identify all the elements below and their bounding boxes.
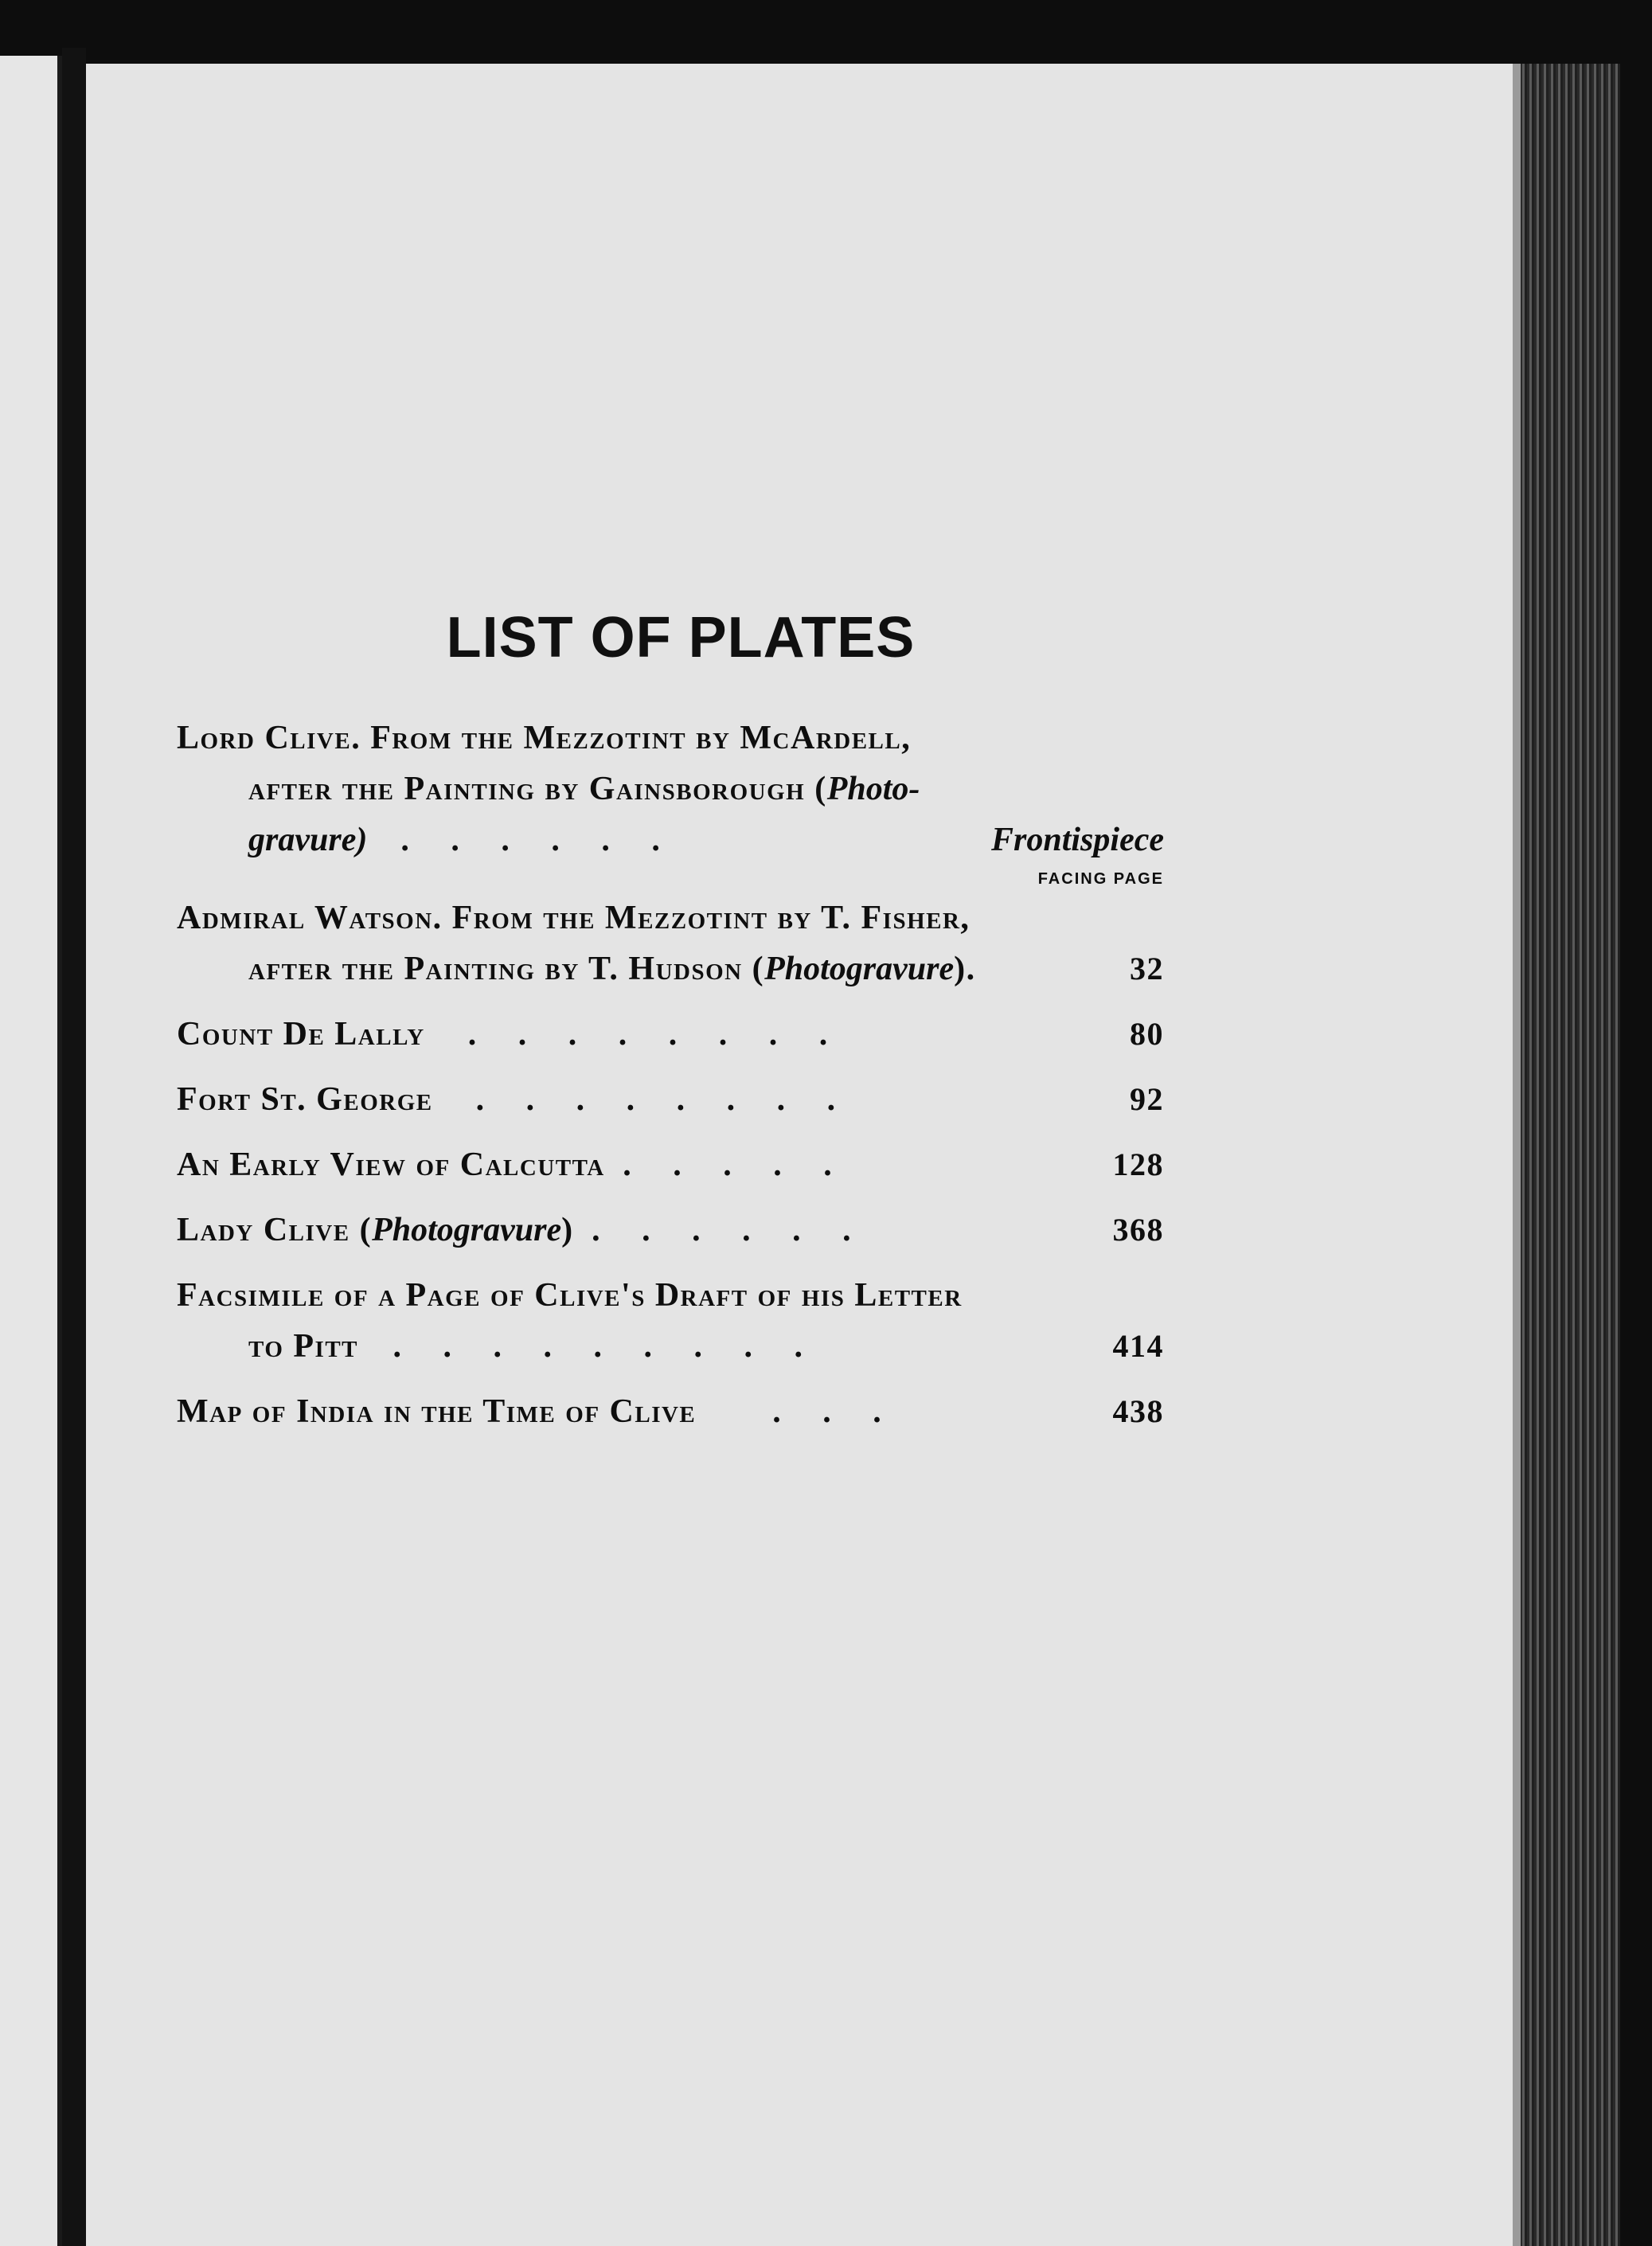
leader-dots: . . . . . . [375,822,660,858]
leader-dots: . . . . . . . . . [368,1328,803,1365]
entry-text-part: after the Painting by Gainsborough (Photo- [248,771,920,807]
list-item-continuation [177,814,1164,865]
list-item [177,1009,1164,1060]
entry-text: Fort St. George [177,1081,433,1118]
leader-dots: . . . . . [614,1146,832,1183]
list-item [177,893,1164,943]
page-title: LIST OF PLATES [446,606,916,670]
entry-text: Map of India in the Time of Clive [177,1393,697,1430]
page-number: 32 [1130,951,1164,986]
entry-text: gravure) [248,822,368,858]
page-number: 92 [1130,1081,1164,1117]
entry-text: Facsimile of a Page of Clive's Draft of his Letter [177,1277,963,1314]
page-stack-edges [1513,64,1620,2246]
list-item [177,713,1164,764]
page-number: 438 [1112,1393,1164,1429]
list-item-continuation [177,764,1164,814]
entry-text: after the Painting by T. Hudson (Photogravure). [248,951,976,987]
plates-list [177,713,1164,1437]
entry-text: Admiral Watson. From the Mezzotint by T. Fisher, [177,900,971,936]
book-gutter [62,48,86,2246]
facing-page-header: FACING PAGE [1037,870,1164,888]
facing-page-edge [0,56,62,2246]
list-item-continuation [177,1321,1164,1372]
page-edge-highlight [1513,64,1521,2246]
list-item [177,1074,1164,1125]
entry-text: to Pitt [248,1328,359,1365]
list-item [177,1270,1164,1321]
entry-text: Count De Lally [177,1016,425,1053]
list-item [177,1386,1164,1437]
page-number: Frontispiece [991,822,1164,858]
list-item-continuation [177,943,1164,994]
entry-text: Lord Clive. From the Mezzotint by McArdell, [177,720,912,756]
leader-dots: . . . . . . . . [434,1016,828,1053]
leader-dots: . . . [705,1393,881,1430]
page-number: 128 [1112,1146,1164,1182]
leader-dots: . . . . . . [583,1212,851,1248]
page-number: 414 [1112,1328,1164,1364]
entry-text: An Early View of Calcutta [177,1146,605,1183]
list-item [177,1205,1164,1256]
page-number: 80 [1130,1016,1164,1052]
leader-dots: . . . . . . . . [442,1081,836,1118]
entry-text [248,771,920,807]
entry-text: Lady Clive (Photogravure) [177,1212,574,1248]
page-number: 368 [1112,1212,1164,1248]
list-item [177,1139,1164,1190]
